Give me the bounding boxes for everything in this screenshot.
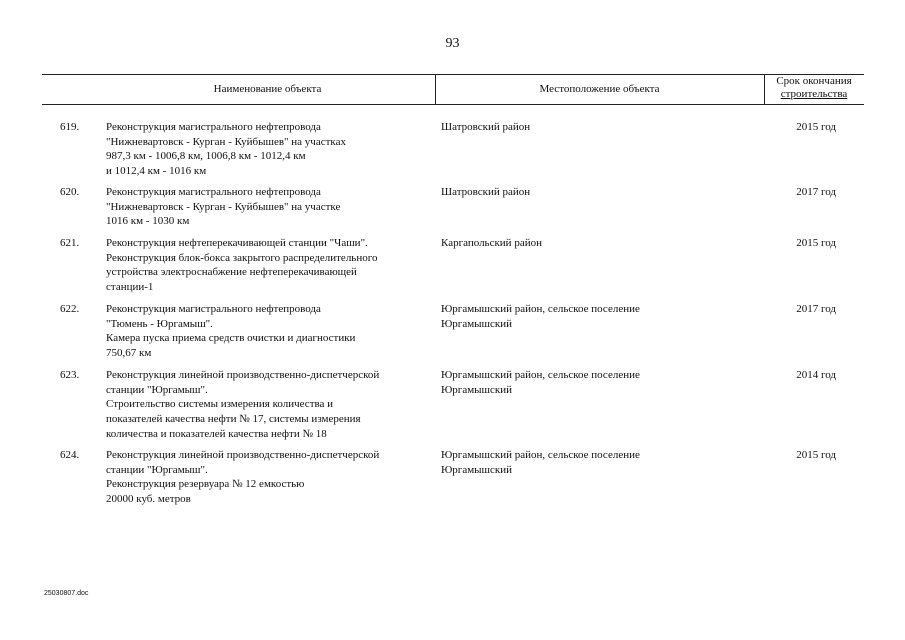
location-line: Юргамышский район, сельское поселение <box>441 303 640 315</box>
location-line: Юргамышский район, сельское поселение <box>441 369 640 381</box>
location-line: Шатровский район <box>441 121 531 133</box>
object-name-line: 987,3 км - 1006,8 км, 1006,8 км - 1012,4 км <box>106 150 306 163</box>
row-number: 621. <box>60 237 80 249</box>
location-line: Юргамышский <box>441 463 513 476</box>
object-name-line: станции-1 <box>106 281 154 294</box>
object-name-line: Реконструкция резервуара № 12 емкостью <box>106 478 305 491</box>
header-term-line2: строительства <box>780 88 848 100</box>
object-name-line: Реконструкция магистрального нефтепровода <box>106 121 321 133</box>
header-term-line1: Срок окончания <box>776 75 852 87</box>
object-name-line: Реконструкция линейной производственно-диспетчерской <box>106 369 380 381</box>
row-number: 620. <box>60 186 80 198</box>
completion-term: 2014 год <box>796 369 836 381</box>
object-name <box>106 185 432 229</box>
completion-term: 2017 год <box>796 186 836 198</box>
object-name-line: показателей качества нефти № 17, системы измерения <box>106 413 361 426</box>
object-name-line: станции "Юргамыш". <box>106 463 208 476</box>
row-number: 622. <box>60 303 80 315</box>
object-name-line: Камера пуска приема средств очистки и диагностики <box>106 332 356 345</box>
completion-term: 2015 год <box>796 449 836 461</box>
object-name <box>106 120 432 179</box>
object-name-line: Реконструкция магистрального нефтепровода <box>106 186 321 198</box>
row-number: 619. <box>60 121 80 133</box>
object-location <box>441 448 741 477</box>
completion-term: 2017 год <box>796 303 836 315</box>
object-name <box>106 302 432 361</box>
object-name-line: и 1012,4 км - 1016 км <box>106 165 207 178</box>
object-name-line: Реконструкция магистрального нефтепровода <box>106 303 321 315</box>
object-location <box>441 302 741 331</box>
object-name-line: количества и показателей качества нефти № 18 <box>106 427 327 440</box>
object-name-line: Реконструкция нефтеперекачивающей станции "Чаши". <box>106 237 368 249</box>
object-name-line: "Тюмень - Юргамыш". <box>106 317 213 330</box>
row-number: 623. <box>60 369 80 381</box>
location-line: Шатровский район <box>441 186 531 198</box>
object-name-line: Строительство системы измерения количества и <box>106 398 334 411</box>
object-name-line: Реконструкция блок-бокса закрытого распределительного <box>106 251 378 264</box>
object-location <box>441 236 741 251</box>
completion-term: 2015 год <box>796 121 836 133</box>
object-name-line: 1016 км - 1030 км <box>106 215 190 228</box>
object-location <box>441 368 741 397</box>
object-location <box>441 120 741 135</box>
header-location: Местоположение объекта <box>539 83 660 95</box>
object-name-line: 20000 куб. метров <box>106 493 191 506</box>
object-name <box>106 448 432 507</box>
location-line: Юргамышский район, сельское поселение <box>441 449 640 461</box>
location-line: Каргапольский район <box>441 237 542 249</box>
object-location <box>441 185 741 200</box>
object-name <box>106 236 432 295</box>
object-name-line: "Нижневартовск - Курган - Куйбышев" на участке <box>106 200 341 213</box>
object-name-line: "Нижневартовск - Курган - Куйбышев" на участках <box>106 135 346 148</box>
object-name-line: Реконструкция линейной производственно-диспетчерской <box>106 449 380 461</box>
object-name-line: станции "Юргамыш". <box>106 383 208 396</box>
page-number: 93 <box>445 36 460 51</box>
location-line: Юргамышский <box>441 383 513 396</box>
object-name <box>106 368 432 442</box>
header-name: Наименование объекта <box>213 83 322 95</box>
location-line: Юргамышский <box>441 317 513 330</box>
row-number: 624. <box>60 449 80 461</box>
footer-file-name: 25030807.doc <box>44 590 89 597</box>
object-name-line: устройства электроснабжение нефтеперекачивающей <box>106 266 357 279</box>
completion-term: 2015 год <box>796 237 836 249</box>
object-name-line: 750,67 км <box>106 347 152 360</box>
